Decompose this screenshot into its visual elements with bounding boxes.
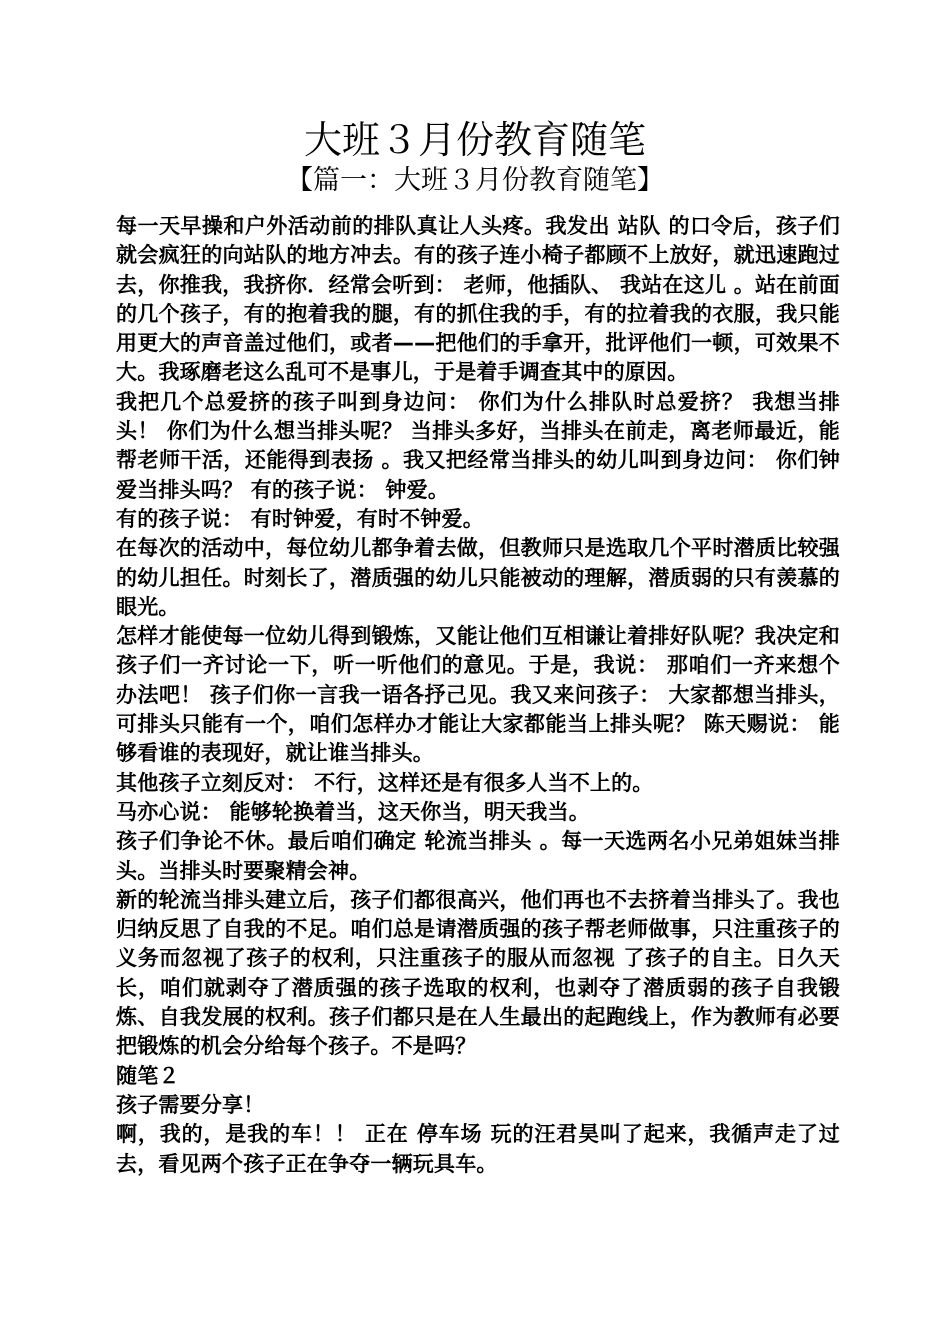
paragraph-discussion: 怎样才能使每一位幼儿得到锻炼，又能让他们互相谦让着排好队呢？我决定和孩子们一齐讨论一下，听一听他们的意见。于是，我说： 那咱们一齐来想个办法吧！ 孩子们你一言我一语各抒己见。我又来问孩子： 大家都想当排头，可排头只能有一个，咱们怎样办才能让大家都能当上排头呢？ 陈天赐说： 能够看谁的表现好，就让谁当排头。 bbox=[116, 624, 840, 766]
paragraph-queue-problem: 每一天早操和户外活动前的排队真让人头疼。我发出 站队 的口令后，孩子们就会疯狂的向站队的地方冲去。有的孩子连小椅子都顾不上放好，就迅速跑过去，你推我，我挤你．经常会听到： 老师，他插队、 我站在这儿 。站在前面的几个孩子，有的抱着我的腿，有的抓住我的手，有的拉着我的衣服，我只能用更大的声音盖过他们，或者——把他们的手拿开，批评他们一顿，可效果不大。我琢磨老这么乱可不是事儿，于是着手调查其中的原因。 bbox=[116, 214, 840, 385]
paragraph-objection: 其他孩子立刻反对： 不行，这样还是有很多人当不上的。 bbox=[116, 770, 654, 795]
paragraph-activities: 在每次的活动中，每位幼儿都争着去做，但教师只是选取几个平时潜质比较强的幼儿担任。时刻长了，潜质强的幼儿只能被动的理解，潜质弱的只有羡慕的眼光。 bbox=[116, 536, 840, 619]
document-subtitle: 【篇一：大班３月份教育随笔】 bbox=[286, 165, 664, 196]
paragraph-ask-children: 我把几个总爱挤的孩子叫到身边问： 你们为什么排队时总爱挤？ 我想当排头！ 你们为什么想当排头呢？ 当排头多好，当排头在前走，离老师最近，能帮老师干活，还能得到表扬 。我又把经常当排头的幼儿叫到身边问： 你们钟爱当排头吗？ 有的孩子说： 钟爱。 bbox=[116, 389, 840, 502]
document-title: 大班３月份教育随笔 bbox=[303, 118, 646, 162]
section-heading-essay-2: 随笔２ bbox=[116, 1063, 180, 1088]
paragraph-decision: 孩子们争论不休。最后咱们确定 轮流当排头 。每一天选两名小兄弟姐妹当排头。当排头时要聚精会神。 bbox=[116, 829, 840, 883]
paragraph-reflection: 新的轮流当排头建立后，孩子们都很高兴，他们再也不去挤着当排头了。我也归纳反思了自我的不足。咱们总是请潜质强的孩子帮老师做事，只注重孩子的义务而忽视了孩子的权利，只注重孩子的服从而忽视 了孩子的自主。日久天长，咱们就剥夺了潜质强的孩子选取的权利，也剥夺了潜质弱的孩子自我锻炼、自我发展的权利。孩子们都只是在人生最出的起跑线上，作为教师有必要把锻炼的机会分给每个孩子。不是吗？ bbox=[116, 887, 840, 1059]
section-heading-sharing: 孩子需要分享！ bbox=[116, 1092, 265, 1117]
document-body bbox=[116, 212, 840, 1179]
paragraph-toy-car: 啊，我的，是我的车！！ 正在 停车场 玩的汪君昊叫了起来，我循声走了过去，看见两个孩子正在争夺一辆玩具车。 bbox=[116, 1122, 840, 1176]
paragraph-rotation-idea: 马亦心说： 能够轮换着当，这天你当，明天我当。 bbox=[116, 799, 590, 824]
paragraph-sometimes: 有的孩子说： 有时钟爱，有时不钟爱。 bbox=[116, 506, 484, 531]
